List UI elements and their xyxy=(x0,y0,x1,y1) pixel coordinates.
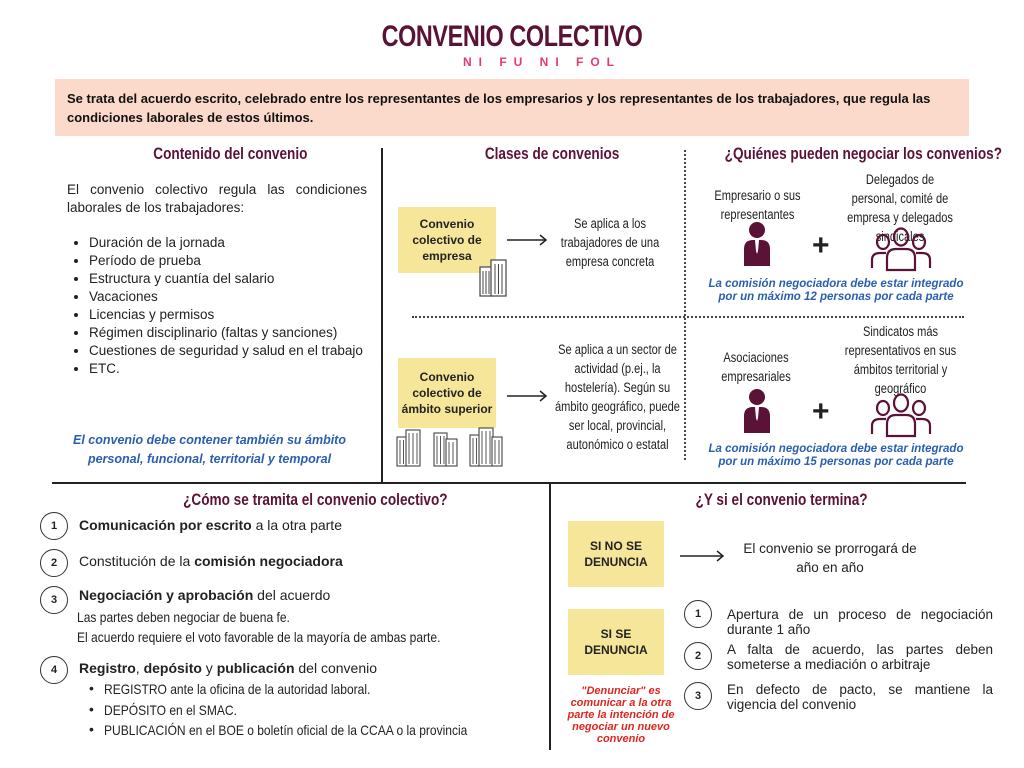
no-denuncia-result: El convenio se prorrogará de año en año xyxy=(743,541,917,575)
termina-step-3: En defecto de pacto, se mantiene la vigencia del convenio xyxy=(727,682,993,712)
tramita-step-2: Constitución de la comisión negociadora xyxy=(79,553,343,569)
divider-vertical-bottom xyxy=(549,482,551,750)
convenio-empresa-desc: Se aplica a los trabajadores de una empresa concreta xyxy=(560,216,660,269)
divider-horizontal xyxy=(52,482,966,484)
step4-bullet: • xyxy=(89,701,94,717)
group-icon xyxy=(870,392,932,438)
step3-detail: El acuerdo requiere el voto favorable de la mayoría de ambas parte. xyxy=(77,629,441,645)
delegados-label: Delegados de personal, comité de empresa y delegados sindicales xyxy=(847,172,953,244)
contenido-list xyxy=(67,234,389,378)
step-number: 4 xyxy=(40,656,68,684)
page-title: CONVENIO COLECTIVO xyxy=(381,20,643,53)
businessman-icon xyxy=(742,221,772,267)
termina-step-1: Apertura de un proceso de negociación durante 1 año xyxy=(727,607,993,637)
comision-note-12: La comisión negociadora debe estar integrado por un máximo 12 personas por cada parte xyxy=(708,278,964,303)
page-subtitle: NI FU NI FOL xyxy=(463,55,621,69)
list-item: • ETC. xyxy=(89,360,389,378)
comision-note-15: La comisión negociadora debe estar integrado por un máximo 15 personas por cada parte xyxy=(708,443,964,468)
contenido-intro: El convenio colectivo regula las condiciones laborales de los trabajadores: xyxy=(67,182,367,215)
clases-heading: Clases de convenios xyxy=(484,144,620,163)
convenio-superior-box: Convenio colectivo de ámbito superior xyxy=(398,358,496,428)
list-item: • Licencias y permisos xyxy=(89,306,389,324)
step4-detail: REGISTRO ante la oficina de la autoridad laboral. xyxy=(104,681,371,697)
step-number: 3 xyxy=(40,586,68,614)
list-item: • Duración de la jornada xyxy=(89,234,389,252)
arrow-right-icon xyxy=(507,234,549,246)
convenio-superior-desc: Se aplica a un sector de actividad (p.ej., la hostelería). Según su ámbito geográfico, puede ser local, provincial, autonómico o estatal xyxy=(555,342,680,452)
no-denuncia-box: SI NO SE DENUNCIA xyxy=(568,521,664,587)
step4-detail: DEPÓSITO en el SMAC. xyxy=(104,702,237,718)
step-number: 2 xyxy=(684,642,712,670)
list-item: • Vacaciones xyxy=(89,288,389,306)
asociaciones-label: Asociaciones empresariales xyxy=(721,350,791,384)
arrow-right-icon xyxy=(680,550,726,562)
list-item: • Período de prueba xyxy=(89,252,389,270)
termina-step-2: A falta de acuerdo, las partes deben someterse a mediación o arbitraje xyxy=(727,642,993,672)
definition-box: Se trata del acuerdo escrito, celebrado entre los representantes de los empresarios y los representantes de los trabajadores, que regula las condiciones laborales de estos últimos. xyxy=(55,79,969,136)
businessman-icon xyxy=(742,388,772,434)
arrow-right-icon xyxy=(507,390,549,402)
list-item: • Cuestiones de seguridad y salud en el trabajo xyxy=(89,342,389,360)
tramita-step-4: Registro, depósito y publicación del convenio xyxy=(79,660,378,676)
buildings-icon xyxy=(394,425,512,467)
step4-detail: PUBLICACIÓN en el BOE o boletín oficial de la CCAA o la provincia xyxy=(104,722,468,738)
tramita-step-3: Negociación y aprobación del acuerdo xyxy=(79,587,331,603)
tramita-step-1: Comunicación por escrito a la otra parte xyxy=(79,517,342,533)
step3-detail: Las partes deben negociar de buena fe. xyxy=(77,609,290,625)
list-item: • Estructura y cuantía del salario xyxy=(89,270,389,288)
termina-heading: ¿Y si el convenio termina? xyxy=(695,490,868,509)
list-item: • Régimen disciplinario (faltas y sanciones) xyxy=(89,324,389,342)
step4-bullet: • xyxy=(89,721,94,737)
step-number: 2 xyxy=(40,549,68,577)
group-icon xyxy=(870,226,932,272)
convenio-empresa-box: Convenio colectivo de empresa xyxy=(398,207,496,273)
denunciar-note: "Denunciar" es comunicar a la otra parte la intención de negociar un nuevo convenio xyxy=(567,685,675,745)
step-number: 1 xyxy=(40,512,68,540)
plus-icon: + xyxy=(812,395,830,428)
contenido-note: El convenio debe contener también su ámbito personal, funcional, territorial y temporal xyxy=(73,433,346,466)
plus-icon: + xyxy=(812,229,830,262)
tramita-heading: ¿Cómo se tramita el convenio colectivo? xyxy=(183,490,448,509)
contenido-heading: Contenido del convenio xyxy=(153,144,308,163)
building-icon xyxy=(477,257,509,297)
quienes-heading: ¿Quiénes pueden negociar los convenios? xyxy=(724,144,1003,163)
step4-bullet: • xyxy=(89,680,94,696)
step-number: 3 xyxy=(684,682,712,710)
empresario-label: Empresario o sus representantes xyxy=(714,188,801,222)
divider-dotted-horizontal xyxy=(412,316,964,318)
sindicatos-label: Sindicatos más representativos en sus ámbitos territorial y geográfico xyxy=(844,324,957,396)
step-number: 1 xyxy=(684,600,712,628)
denuncia-box: SI SE DENUNCIA xyxy=(568,609,664,675)
divider-dotted-vertical xyxy=(684,150,686,460)
